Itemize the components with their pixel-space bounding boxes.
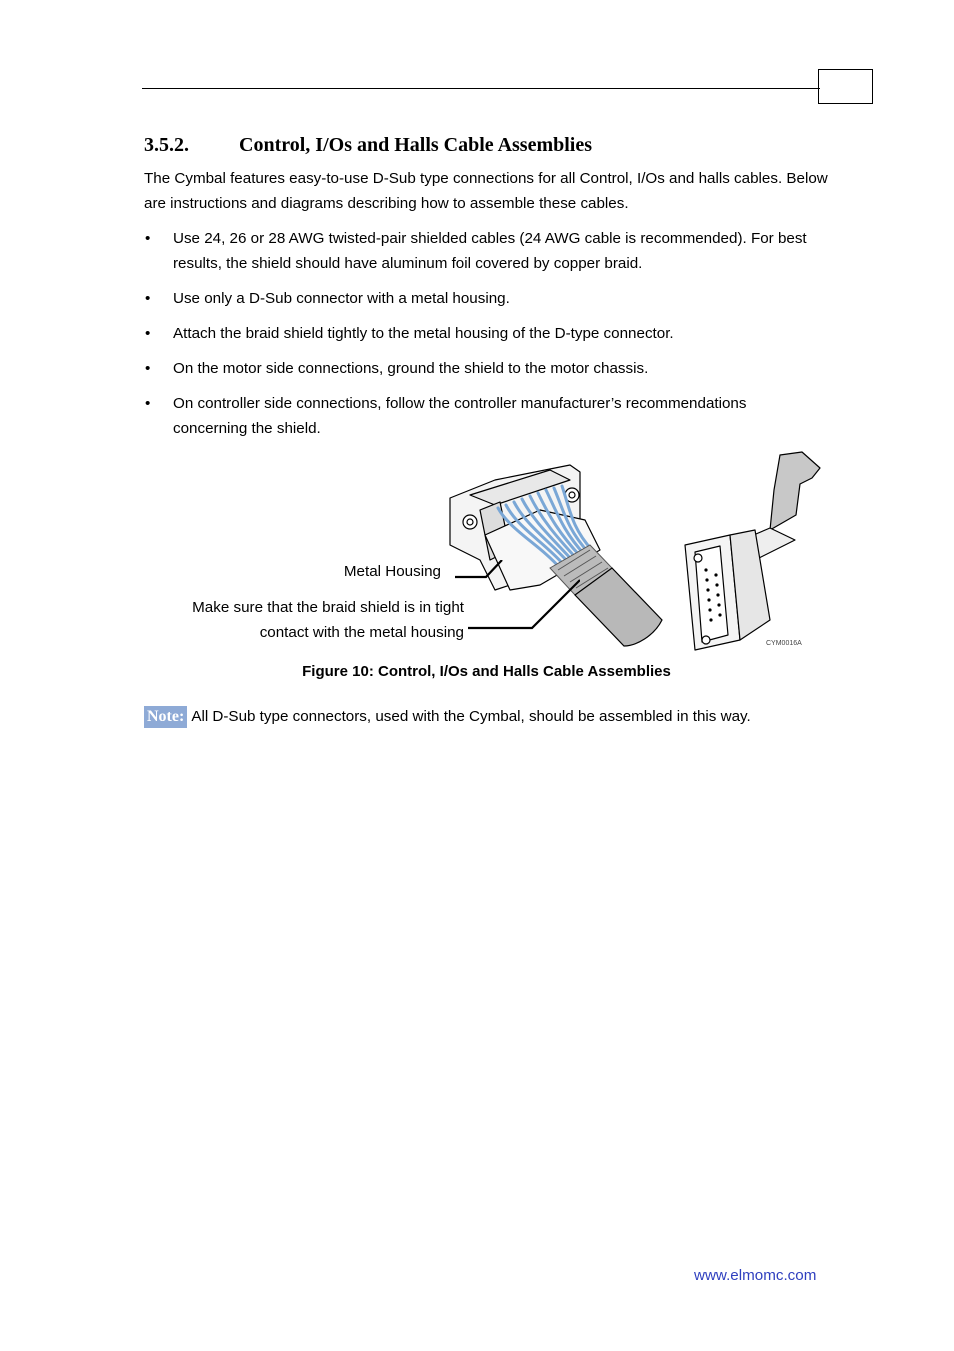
bullet-text: On controller side connections, follow the controller manufacturer’s recommendations concerning the shield. — [173, 395, 747, 437]
bullet-list — [144, 226, 824, 451]
braid-shield-label: Make sure that the braid shield is in tight contact with the metal housing — [192, 599, 464, 641]
figure-code: CYM0016A — [766, 640, 802, 647]
metal-housing-label: Metal Housing — [343, 563, 441, 580]
section-number: 3.5.2. — [144, 134, 189, 156]
bullet-text: Use only a D-Sub connector with a metal housing. — [173, 290, 510, 307]
assembled-connector-drawing — [685, 452, 820, 650]
note — [144, 708, 751, 726]
header-rule — [142, 88, 820, 89]
bullet-text: Use 24, 26 or 28 AWG twisted-pair shielded cables (24 AWG cable is recommended). For best results, the shield should have aluminum foil covered by copper braid. — [173, 230, 807, 272]
section-title: Control, I/Os and Halls Cable Assemblies — [239, 134, 593, 156]
footer-link[interactable]: www.elmomc.com — [694, 1267, 817, 1284]
section-heading — [144, 134, 592, 157]
figure-caption: Figure 10: Control, I/Os and Halls Cable Assemblies — [302, 663, 671, 680]
bullet-icon: • — [145, 230, 151, 247]
page-number-box — [818, 69, 873, 104]
list-item — [144, 356, 824, 381]
note-text: All D-Sub type connectors, used with the Cymbal, should be assembled in this way. — [191, 708, 751, 725]
bullet-icon: • — [145, 325, 151, 342]
bullet-icon: • — [145, 395, 151, 412]
bullet-icon: • — [145, 290, 151, 307]
list-item — [144, 391, 824, 441]
intro-paragraph: The Cymbal features easy-to-use D-Sub type connections for all Control, I/Os and halls cables. Below are instructions and diagrams describing how to assemble these cables. — [144, 170, 828, 212]
bullet-text: Attach the braid shield tightly to the metal housing of the D-type connector. — [173, 325, 674, 342]
list-item — [144, 321, 824, 346]
bullet-text: On the motor side connections, ground the shield to the motor chassis. — [173, 360, 649, 377]
list-item — [144, 286, 824, 311]
list-item — [144, 226, 824, 276]
bullet-icon: • — [145, 360, 151, 377]
note-label: Note: — [144, 706, 187, 728]
